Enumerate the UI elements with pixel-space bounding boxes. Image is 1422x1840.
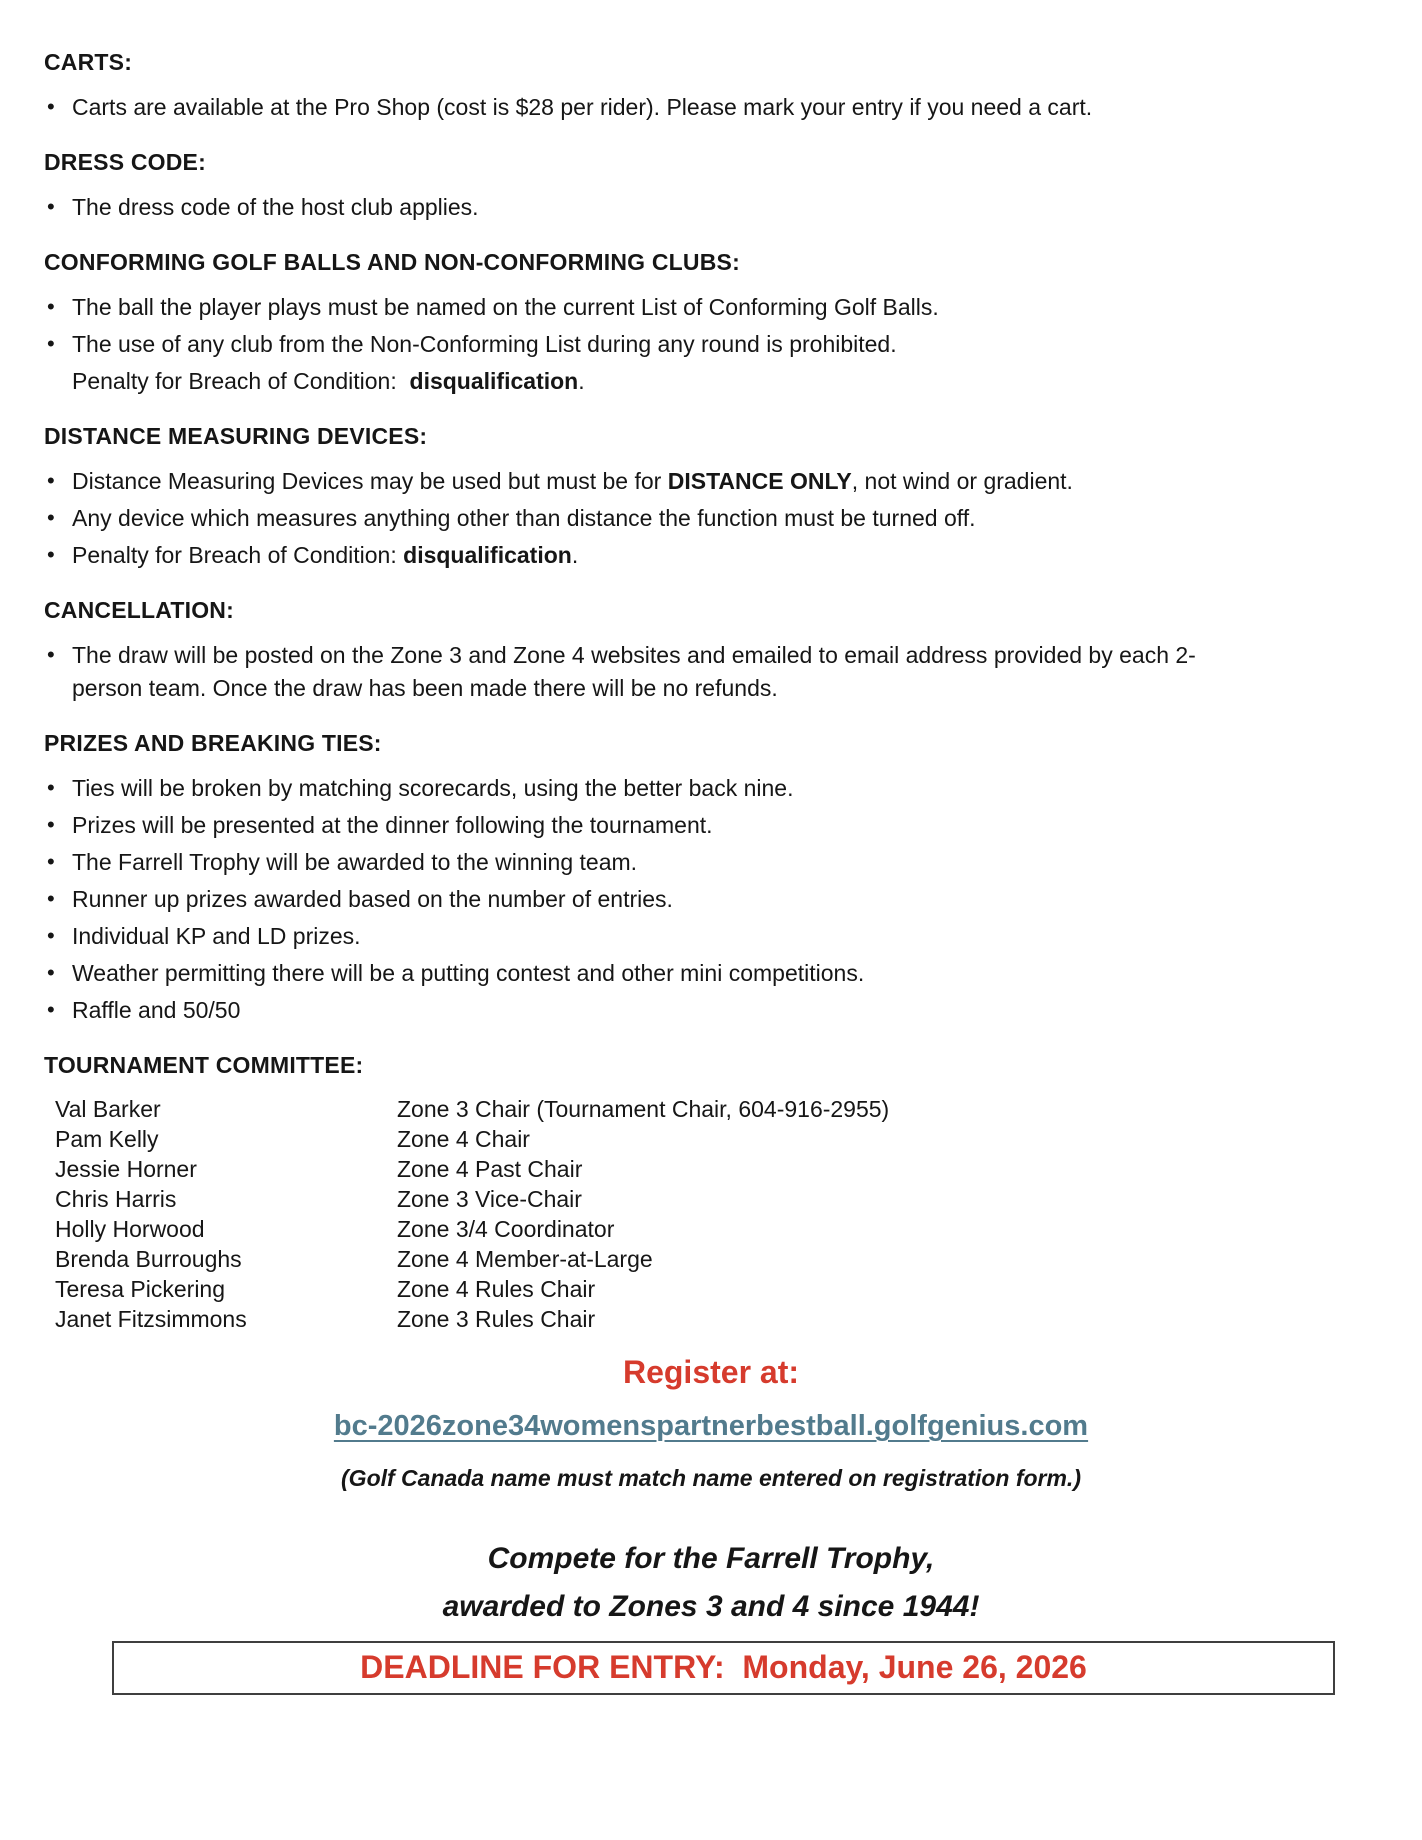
- bullet-icon: •: [47, 812, 55, 837]
- bullet-icon: •: [47, 886, 55, 911]
- trophy-tagline: [44, 1535, 1378, 1631]
- bullet-list-conforming: [44, 291, 1378, 398]
- bullet-icon: •: [47, 923, 55, 948]
- bullet-icon: •: [47, 849, 55, 874]
- section-distance-devices: [44, 420, 1378, 572]
- register-link-row: [44, 1408, 1378, 1449]
- section-heading-prizes: PRIZES AND BREAKING TIES:: [44, 730, 382, 756]
- committee-row: [55, 1274, 1378, 1304]
- bullet-text: Distance Measuring Devices may be used but must be for DISTANCE ONLY, not wind or gradient.: [72, 468, 1073, 494]
- section-heading-carts: CARTS:: [44, 49, 133, 75]
- bullet-icon: •: [47, 94, 55, 119]
- bullet-text: The ball the player plays must be named on the current List of Conforming Golf Balls.: [72, 294, 939, 320]
- committee-row: [55, 1304, 1378, 1334]
- trophy-line-2: awarded to Zones 3 and 4 since 1944!: [442, 1590, 980, 1623]
- committee-name: Brenda Burroughs: [55, 1246, 242, 1272]
- bullet-item: [44, 539, 1254, 572]
- bullet-icon: •: [47, 331, 55, 356]
- bullet-item: [44, 191, 1254, 224]
- bullet-icon: •: [47, 294, 55, 319]
- bullet-list-cancellation: [44, 639, 1378, 705]
- bullet-list-dress-code: [44, 191, 1378, 224]
- committee-name: Teresa Pickering: [55, 1276, 226, 1302]
- trophy-line-1: Compete for the Farrell Trophy,: [487, 1542, 935, 1575]
- committee-row: [55, 1214, 1378, 1244]
- committee-row: [55, 1154, 1378, 1184]
- bullet-icon: •: [47, 468, 55, 493]
- bullet-list-distance-devices: [44, 465, 1378, 572]
- section-conforming: [44, 246, 1378, 398]
- committee-row: [55, 1124, 1378, 1154]
- bullet-text: The use of any club from the Non-Conforming List during any round is prohibited.: [72, 331, 897, 357]
- bullet-icon: •: [47, 542, 55, 567]
- deadline-text: DEADLINE FOR ENTRY: Monday, June 26, 2026: [360, 1649, 1087, 1685]
- registration-note: (Golf Canada name must match name entered on registration form.): [341, 1465, 1081, 1491]
- bullet-item: [44, 291, 1254, 324]
- section-tournament-committee: [44, 1049, 1378, 1334]
- committee-role: Zone 3 Rules Chair: [397, 1306, 596, 1332]
- committee-name: Jessie Horner: [55, 1156, 197, 1182]
- bullet-icon: •: [47, 960, 55, 985]
- committee-name: Val Barker: [55, 1096, 161, 1122]
- bullet-text: The draw will be posted on the Zone 3 and Zone 4 websites and emailed to email address provided by each 2-person team. Once the draw has been made there will be no refunds.: [72, 642, 1196, 701]
- bullet-item: [44, 883, 1254, 916]
- committee-role: Zone 4 Member-at-Large: [397, 1246, 653, 1272]
- bullet-text: Weather permitting there will be a putting contest and other mini competitions.: [72, 960, 865, 986]
- section-heading-dress-code: DRESS CODE:: [44, 149, 206, 175]
- bullet-text: Any device which measures anything other than distance the function must be turned off.: [72, 505, 976, 531]
- registration-link[interactable]: bc-2026zone34womenspartnerbestball.golfgenius.com: [333, 1410, 1089, 1442]
- section-heading-tournament-committee: TOURNAMENT COMMITTEE:: [44, 1052, 364, 1078]
- committee-row: [55, 1094, 1378, 1124]
- committee-name: Pam Kelly: [55, 1126, 159, 1152]
- committee-name: Chris Harris: [55, 1186, 177, 1212]
- bullet-item: [44, 465, 1254, 498]
- bullet-text: The Farrell Trophy will be awarded to the winning team.: [72, 849, 638, 875]
- section-heading-cancellation: CANCELLATION:: [44, 597, 234, 623]
- bullet-item: [44, 639, 1254, 705]
- bullet-icon: •: [47, 505, 55, 530]
- register-heading: Register at:: [622, 1354, 800, 1390]
- bullet-text: Individual KP and LD prizes.: [72, 923, 361, 949]
- committee-table: [44, 1094, 1378, 1334]
- committee-role: Zone 4 Past Chair: [397, 1156, 583, 1182]
- bullet-item: [44, 502, 1254, 535]
- bullet-item: [44, 957, 1254, 990]
- bullet-item: [44, 772, 1254, 805]
- bullet-text: The dress code of the host club applies.: [72, 194, 479, 220]
- bullet-text: Raffle and 50/50: [72, 997, 241, 1023]
- section-prizes: [44, 727, 1378, 1027]
- bullet-list-carts: [44, 91, 1378, 124]
- committee-name: Janet Fitzsimmons: [55, 1306, 247, 1332]
- committee-role: Zone 4 Rules Chair: [397, 1276, 596, 1302]
- section-cancellation: [44, 594, 1378, 705]
- bullet-item: [44, 920, 1254, 953]
- committee-role: Zone 3/4 Coordinator: [397, 1216, 615, 1242]
- section-heading-conforming: CONFORMING GOLF BALLS AND NON-CONFORMING CLUBS:: [44, 249, 740, 275]
- committee-row: [55, 1184, 1378, 1214]
- bullet-text: Penalty for Breach of Condition: disqualification.: [72, 542, 579, 568]
- bullet-text: Carts are available at the Pro Shop (cost is $28 per rider). Please mark your entry if you need a cart.: [72, 94, 1093, 120]
- committee-role: Zone 3 Chair (Tournament Chair, 604-916-2955): [397, 1096, 890, 1122]
- bullet-text: Ties will be broken by matching scorecards, using the better back nine.: [72, 775, 794, 801]
- committee-name: Holly Horwood: [55, 1216, 205, 1242]
- bullet-item: [44, 328, 1254, 361]
- bullet-icon: •: [47, 642, 55, 667]
- deadline-box: [112, 1641, 1335, 1695]
- bullet-icon: •: [47, 775, 55, 800]
- bullet-item: [44, 91, 1254, 124]
- section-carts: [44, 46, 1378, 124]
- bullet-icon: •: [47, 194, 55, 219]
- bullet-item: [44, 846, 1254, 879]
- section-heading-distance-devices: DISTANCE MEASURING DEVICES:: [44, 423, 428, 449]
- penalty-continuation-line: [44, 365, 1254, 398]
- bullet-list-prizes: [44, 772, 1378, 1027]
- section-dress-code: [44, 146, 1378, 224]
- bullet-text: Prizes will be presented at the dinner following the tournament.: [72, 812, 713, 838]
- bullet-item: [44, 994, 1254, 1027]
- committee-row: [55, 1244, 1378, 1274]
- committee-role: Zone 3 Vice-Chair: [397, 1186, 582, 1212]
- bullet-icon: •: [47, 997, 55, 1022]
- committee-role: Zone 4 Chair: [397, 1126, 530, 1152]
- bullet-text: Runner up prizes awarded based on the number of entries.: [72, 886, 673, 912]
- bullet-text: Penalty for Breach of Condition: disqualification.: [72, 368, 585, 394]
- bullet-item: [44, 809, 1254, 842]
